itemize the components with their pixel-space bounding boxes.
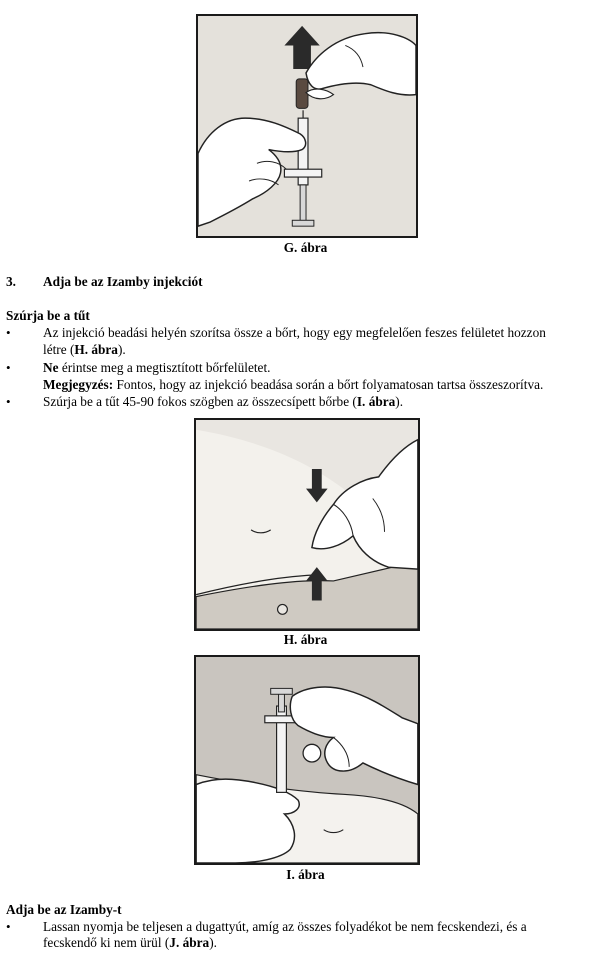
insert-note [43, 377, 543, 393]
figure-i [194, 655, 420, 865]
insert-bullet-2-bold: Ne [43, 360, 59, 375]
bullet-3: • [6, 394, 11, 409]
bullet-1: • [6, 325, 11, 340]
insert-needle-heading: Szúrja be a tűt [6, 308, 90, 323]
figure-j-ref: J. ábra [169, 935, 210, 950]
section-number: 3. [6, 274, 16, 289]
administer-heading: Adja be az Izamby-t [6, 902, 122, 917]
bullet-2: • [6, 360, 11, 375]
figure-h-illustration [196, 420, 418, 629]
figure-h [194, 418, 420, 631]
insert-bullet-2 [43, 360, 270, 376]
insert-bullet-1-post: ). [117, 342, 126, 357]
insert-bullet-2-rest: érintse meg a megtisztított bőrfelületet. [58, 360, 271, 375]
administer-bullet-1-line-2 [43, 935, 217, 951]
insert-bullet-3-post: ). [395, 394, 404, 409]
note-text: Fontos, hogy az injekció beadása során a bőrt folyamatosan tartsa összeszorítva. [113, 377, 544, 392]
administer-bullet-1-pre: fecskendő ki nem ürül ( [43, 935, 170, 950]
figure-g-caption: G. ábra [283, 240, 328, 255]
bullet-4: • [6, 919, 11, 934]
section-title: Adja be az Izamby injekciót [43, 274, 203, 289]
figure-h-caption: H. ábra [283, 632, 328, 647]
figure-h-ref: H. ábra [74, 342, 118, 357]
figure-g-illustration [198, 16, 416, 236]
figure-i-caption: I. ábra [286, 867, 325, 882]
insert-bullet-1-line-1: Az injekció beadási helyén szorítsa össze a bőrt, hogy egy megfelelően feszes felületet hozzon [43, 325, 546, 340]
administer-bullet-1-post: ). [209, 935, 217, 950]
figure-g [196, 14, 418, 238]
insert-bullet-3-pre: Szúrja be a tűt 45-90 fokos szögben az összecsípett bőrbe ( [43, 394, 357, 409]
figure-i-illustration [196, 657, 418, 863]
insert-bullet-1-line-2 [43, 342, 126, 358]
insert-bullet-3 [43, 394, 403, 410]
insert-bullet-1-pre: létre ( [43, 342, 75, 357]
note-label: Megjegyzés: [43, 377, 114, 392]
figure-i-ref: I. ábra [356, 394, 396, 409]
administer-bullet-1-line-1: Lassan nyomja be teljesen a dugattyút, amíg az összes folyadékot be nem fecskendezi, és a [43, 919, 527, 934]
